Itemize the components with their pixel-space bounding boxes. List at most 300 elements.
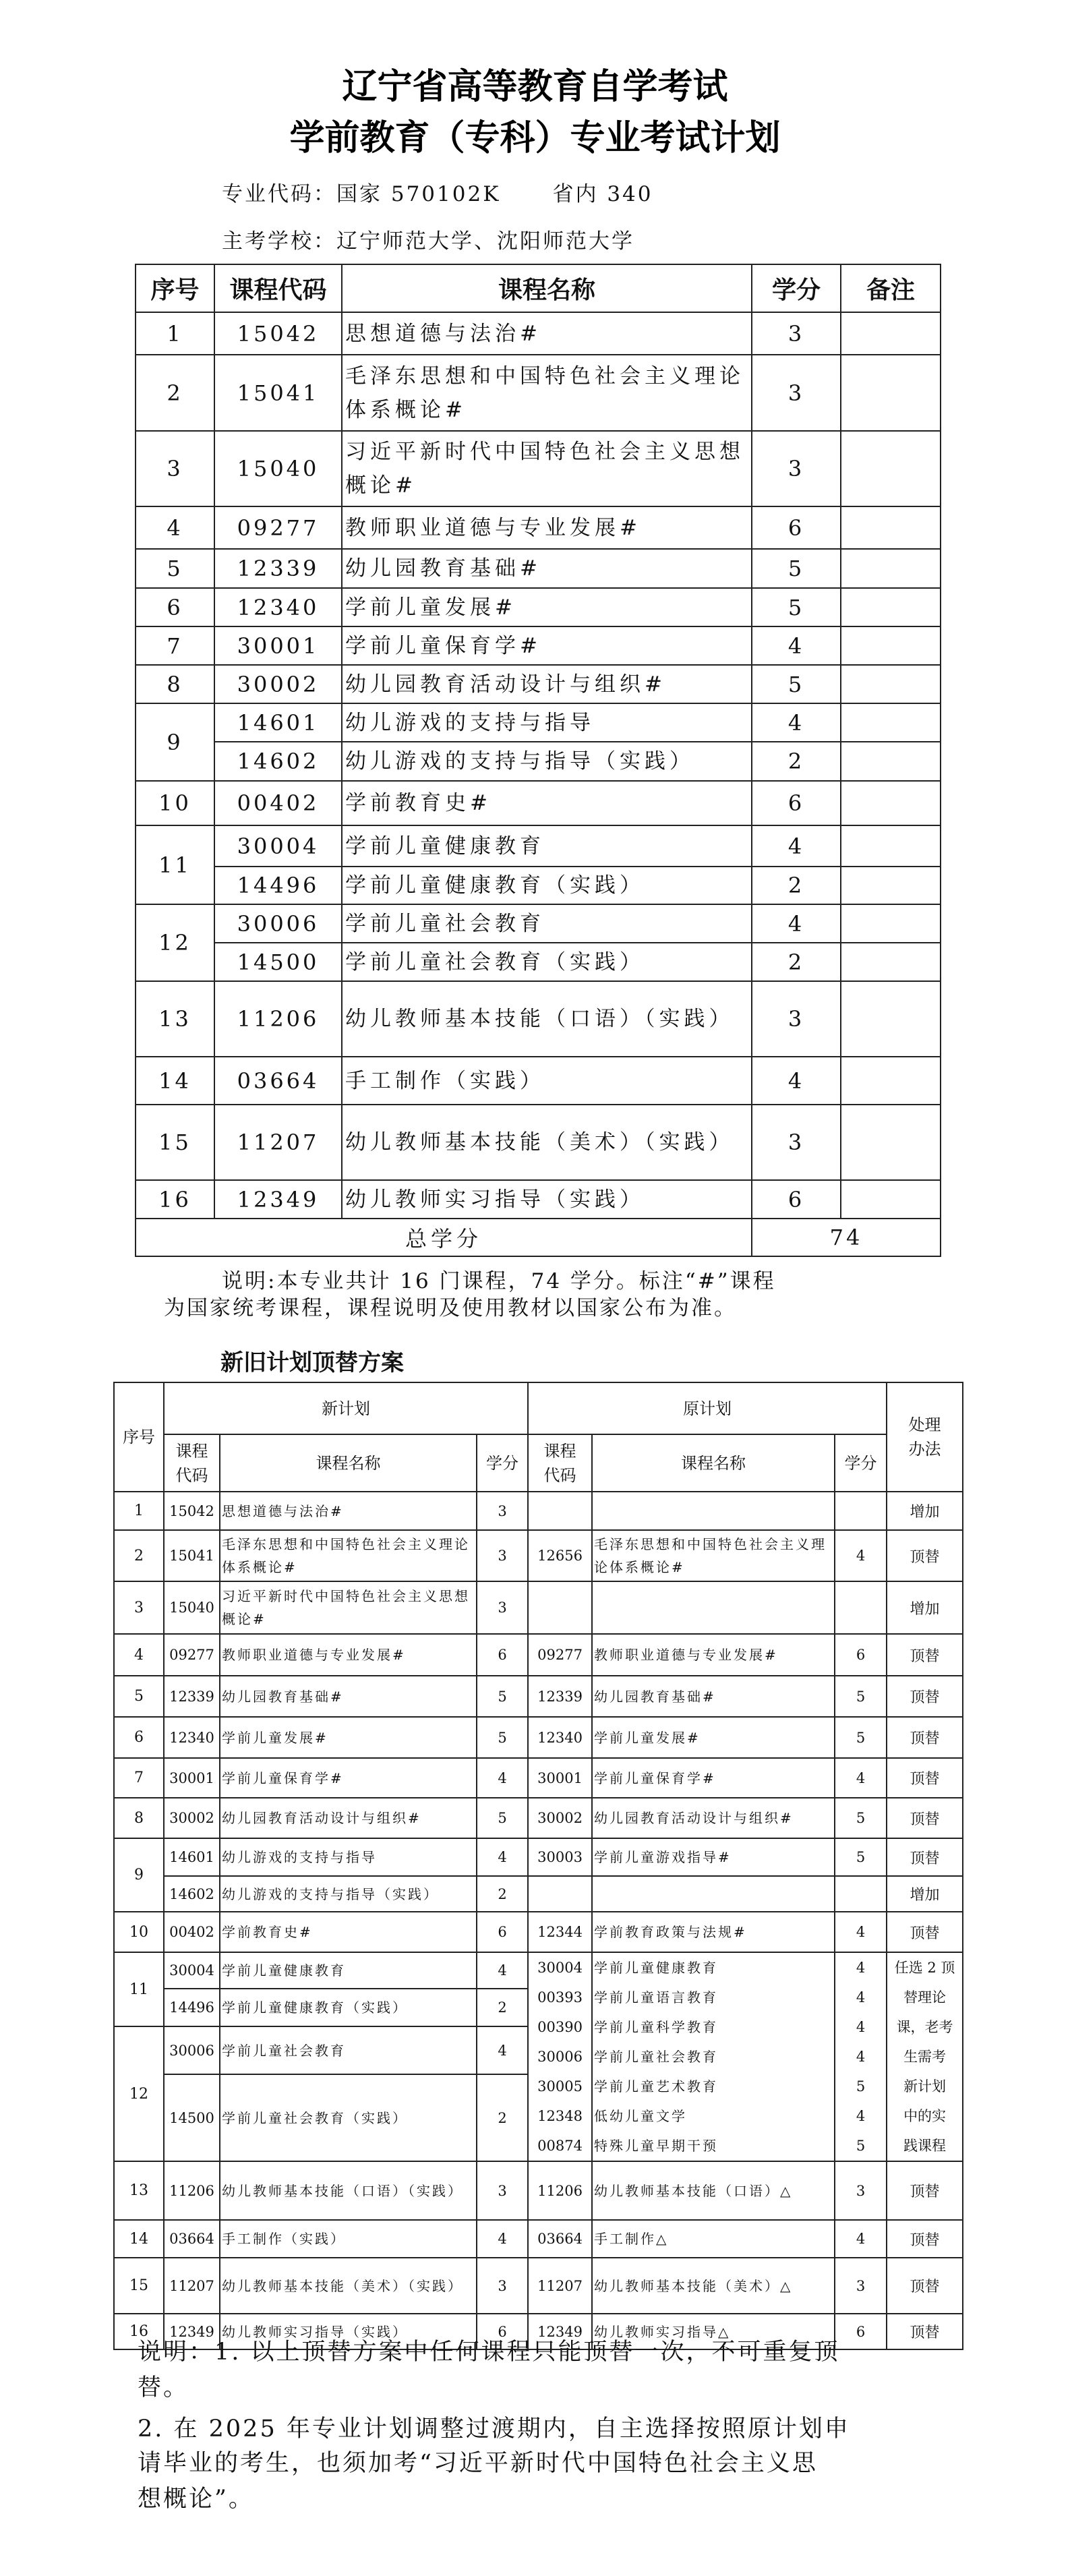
old-course-code <box>528 1581 592 1634</box>
column-header-method <box>887 1382 963 1492</box>
row-no: 3 <box>114 1581 164 1634</box>
new-course-credit: 3 <box>477 1530 528 1581</box>
old-course-name: 学前儿童发展# <box>592 1717 835 1758</box>
old-course-credit: 4 <box>835 1758 887 1798</box>
table-row <box>114 1876 963 1912</box>
old-course-credit: 4 <box>856 2108 866 2124</box>
table-row <box>136 943 941 981</box>
new-course-code: 14602 <box>164 1876 220 1912</box>
table-row <box>114 2161 963 2220</box>
table-row <box>114 1758 963 1798</box>
table-row <box>136 703 941 742</box>
new-course-code: 11206 <box>164 2161 220 2220</box>
row-no: 9 <box>114 1838 164 1912</box>
old-course-credit: 6 <box>835 1634 887 1676</box>
method-text-line: 践课程 <box>903 2138 947 2154</box>
course-remark <box>841 626 941 665</box>
new-course-credit: 5 <box>477 1798 528 1838</box>
total-value: 74 <box>752 1219 941 1256</box>
new-course-code: 09277 <box>164 1634 220 1676</box>
course-code: 30004 <box>214 825 342 867</box>
old-course-credit: 6 <box>835 2314 887 2349</box>
column-header-no: 序号 <box>114 1382 164 1492</box>
new-course-credit: 4 <box>477 1952 528 1989</box>
method-header-text: 处理办法 <box>908 1415 941 1459</box>
old-course-credit <box>835 1492 887 1530</box>
column-header-no: 序号 <box>136 264 214 312</box>
new-course-name: 学前儿童社会教育 <box>220 2026 477 2074</box>
table-row <box>136 904 941 943</box>
table-row <box>114 1634 963 1676</box>
table-row <box>114 1798 963 1838</box>
course-name: 学前儿童健康教育（实践） <box>342 867 752 904</box>
course-credit: 6 <box>752 781 841 825</box>
row-no: 13 <box>114 2161 164 2220</box>
course-name: 思想道德与法治# <box>342 312 752 355</box>
course-code: 15040 <box>214 431 342 506</box>
old-course-credit: 5 <box>835 1717 887 1758</box>
course-name: 教师职业道德与专业发展# <box>342 506 752 549</box>
old-course-name: 幼儿园教育活动设计与组织# <box>592 1798 835 1838</box>
column-header-new-code <box>164 1434 220 1492</box>
row-no: 5 <box>114 1676 164 1717</box>
row-no: 5 <box>136 549 214 588</box>
old-course-name: 教师职业道德与专业发展# <box>592 1634 835 1676</box>
column-header-credit: 学分 <box>752 264 841 312</box>
page-title-line1: 辽宁省高等教育自学考试 <box>342 67 728 107</box>
new-course-credit: 2 <box>477 1989 528 2026</box>
new-course-credit: 4 <box>477 2026 528 2074</box>
table-header-row <box>136 264 941 312</box>
table-row <box>114 1717 963 1758</box>
course-credit: 5 <box>752 665 841 703</box>
method: 顶替 <box>887 2258 963 2314</box>
old-course-name: 毛泽东思想和中国特色社会主义理论体系概论# <box>592 1530 835 1581</box>
column-header-new-plan: 新计划 <box>164 1382 528 1434</box>
table-row <box>136 506 941 549</box>
course-credit: 4 <box>752 1057 841 1105</box>
table-row <box>114 1952 963 1989</box>
row-no: 14 <box>114 2220 164 2258</box>
table-row <box>136 626 941 665</box>
new-course-code: 14500 <box>164 2074 220 2161</box>
new-course-name: 学前儿童保育学# <box>220 1758 477 1798</box>
course-code: 30006 <box>214 904 342 943</box>
method-text-line: 新计划 <box>903 2078 947 2095</box>
replacement-title: 新旧计划顶替方案 <box>220 1349 404 1376</box>
old-course-name-group <box>592 1952 835 2161</box>
course-credit: 3 <box>752 431 841 506</box>
course-remark <box>841 1180 941 1219</box>
new-course-name: 幼儿游戏的支持与指导 <box>220 1838 477 1876</box>
total-row <box>136 1219 941 1256</box>
exam-schools: 主考学校：辽宁师范大学、沈阳师范大学 <box>222 229 634 254</box>
column-header-old-code <box>528 1434 592 1492</box>
course-remark <box>841 549 941 588</box>
method-group <box>887 1952 963 2161</box>
old-course-code: 11206 <box>528 2161 592 2220</box>
table-row <box>114 1492 963 1530</box>
table-row <box>136 1057 941 1105</box>
course-name: 习近平新时代中国特色社会主义思想概论# <box>342 431 752 506</box>
course-remark <box>841 506 941 549</box>
replacement-note-line1: 说明：1. 以上顶替方案中任何课程只能顶替一次，不可重复顶 <box>138 2339 840 2366</box>
course-remark <box>841 312 941 355</box>
method: 顶替 <box>887 1838 963 1876</box>
new-course-credit: 3 <box>477 1581 528 1634</box>
course-credit: 5 <box>752 588 841 626</box>
table-row <box>136 1105 941 1180</box>
course-remark <box>841 825 941 867</box>
table-row <box>136 312 941 355</box>
new-course-name: 幼儿园教育基础# <box>220 1676 477 1717</box>
old-course-name: 低幼儿童文学 <box>594 2108 688 2124</box>
new-course-name: 毛泽东思想和中国特色社会主义理论体系概论# <box>220 1530 477 1581</box>
old-course-credit: 5 <box>835 1838 887 1876</box>
old-course-credit: 4 <box>835 1530 887 1581</box>
new-course-credit: 6 <box>477 2314 528 2349</box>
old-course-code: 00393 <box>537 1989 583 2006</box>
total-label: 总学分 <box>136 1219 752 1256</box>
table-subheader-row <box>114 1434 963 1492</box>
course-credit: 4 <box>752 626 841 665</box>
new-course-credit: 4 <box>477 1838 528 1876</box>
course-name: 学前儿童发展# <box>342 588 752 626</box>
new-course-code: 30002 <box>164 1798 220 1838</box>
old-course-name: 学前儿童游戏指导# <box>592 1838 835 1876</box>
method: 顶替 <box>887 1676 963 1717</box>
row-no: 7 <box>114 1758 164 1798</box>
old-code-header-text: 课程代码 <box>543 1441 576 1485</box>
row-no: 2 <box>136 355 214 431</box>
replacement-note-line4: 请毕业的考生，也须加考“习近平新时代中国特色社会主义思 <box>138 2450 818 2477</box>
row-no: 11 <box>136 825 214 904</box>
method: 增加 <box>887 1581 963 1634</box>
new-course-code: 30006 <box>164 2026 220 2074</box>
course-name: 学前教育史# <box>342 781 752 825</box>
old-course-credit: 3 <box>835 2258 887 2314</box>
row-no: 1 <box>114 1492 164 1530</box>
new-course-name: 幼儿游戏的支持与指导（实践） <box>220 1876 477 1912</box>
column-header-code: 课程代码 <box>214 264 342 312</box>
new-course-code: 12349 <box>164 2314 220 2349</box>
table-row <box>114 2258 963 2314</box>
old-course-code: 30003 <box>528 1838 592 1876</box>
row-no: 3 <box>136 431 214 506</box>
method: 顶替 <box>887 1798 963 1838</box>
course-code: 11207 <box>214 1105 342 1180</box>
method: 顶替 <box>887 2220 963 2258</box>
old-course-name <box>592 1876 835 1912</box>
method: 增加 <box>887 1876 963 1912</box>
course-credit: 5 <box>752 549 841 588</box>
old-course-credit: 4 <box>856 2019 866 2035</box>
old-course-credit: 4 <box>835 1912 887 1952</box>
page-title-line2: 学前教育（专科）专业考试计划 <box>289 118 781 158</box>
course-code: 15042 <box>214 312 342 355</box>
course-name: 幼儿园教育活动设计与组织# <box>342 665 752 703</box>
row-no: 4 <box>114 1634 164 1676</box>
new-course-code: 11207 <box>164 2258 220 2314</box>
old-course-code: 12344 <box>528 1912 592 1952</box>
column-header-new-name: 课程名称 <box>220 1434 477 1492</box>
course-name: 学前儿童保育学# <box>342 626 752 665</box>
row-no: 8 <box>136 665 214 703</box>
course-name: 幼儿教师实习指导（实践） <box>342 1180 752 1219</box>
row-no: 10 <box>114 1912 164 1952</box>
course-remark <box>841 867 941 904</box>
table-row <box>136 742 941 781</box>
row-no: 14 <box>136 1057 214 1105</box>
new-course-credit: 5 <box>477 1676 528 1717</box>
old-course-code: 11207 <box>528 2258 592 2314</box>
new-course-credit: 2 <box>477 2074 528 2161</box>
old-course-credit <box>835 1876 887 1912</box>
method-text-line: 替理论 <box>903 1989 947 2006</box>
old-course-credit-group <box>835 1952 887 2161</box>
new-course-code: 15041 <box>164 1530 220 1581</box>
old-course-name: 特殊儿童早期干预 <box>594 2138 719 2154</box>
old-course-name: 学前儿童语言教育 <box>594 1989 719 2006</box>
new-course-credit: 3 <box>477 2161 528 2220</box>
table-row <box>136 1180 941 1219</box>
column-header-remark: 备注 <box>841 264 941 312</box>
course-remark <box>841 355 941 431</box>
course-credit: 2 <box>752 867 841 904</box>
row-no: 15 <box>114 2258 164 2314</box>
table-row <box>114 1912 963 1952</box>
new-course-name: 习近平新时代中国特色社会主义思想概论# <box>220 1581 477 1634</box>
old-course-code: 12339 <box>528 1676 592 1717</box>
column-header-old-credit: 学分 <box>835 1434 887 1492</box>
method: 顶替 <box>887 1717 963 1758</box>
old-course-name: 学前儿童社会教育 <box>594 2049 719 2065</box>
method-text-line: 课，老考 <box>896 2019 953 2035</box>
new-course-credit: 4 <box>477 2220 528 2258</box>
column-header-new-credit: 学分 <box>477 1434 528 1492</box>
course-remark <box>841 943 941 981</box>
table-row <box>114 1676 963 1717</box>
replacement-note-line3: 2. 在 2025 年专业计划调整过渡期内，自主选择按照原计划申 <box>138 2416 850 2442</box>
new-course-name: 学前儿童健康教育 <box>220 1952 477 1989</box>
major-code: 专业代码：国家 570102K 省内 340 <box>222 182 653 206</box>
old-course-credit: 4 <box>835 2220 887 2258</box>
method: 增加 <box>887 1492 963 1530</box>
new-course-code: 30001 <box>164 1758 220 1798</box>
old-course-credit: 3 <box>835 2161 887 2220</box>
plan-note-line1: 说明:本专业共计 16 门课程，74 学分。标注“#”课程 <box>222 1269 776 1293</box>
old-course-code: 12340 <box>528 1717 592 1758</box>
course-remark <box>841 431 941 506</box>
table-row <box>136 355 941 431</box>
course-credit: 4 <box>752 904 841 943</box>
course-code: 12349 <box>214 1180 342 1219</box>
old-course-code: 30005 <box>537 2078 583 2095</box>
new-course-credit: 6 <box>477 1912 528 1952</box>
old-course-code <box>528 1492 592 1530</box>
row-no: 11 <box>114 1952 164 2026</box>
old-course-credit: 5 <box>856 2078 866 2095</box>
old-course-name: 手工制作△ <box>592 2220 835 2258</box>
old-course-code: 09277 <box>528 1634 592 1676</box>
old-course-code: 12348 <box>537 2108 583 2124</box>
old-course-code <box>528 1876 592 1912</box>
course-remark <box>841 904 941 943</box>
table-header-row <box>114 1382 963 1434</box>
method: 顶替 <box>887 1758 963 1798</box>
old-course-code-group <box>528 1952 592 2161</box>
old-course-credit: 4 <box>856 1960 866 1976</box>
course-credit: 6 <box>752 1180 841 1219</box>
course-name: 毛泽东思想和中国特色社会主义理论体系概论# <box>342 355 752 431</box>
old-course-code: 30002 <box>528 1798 592 1838</box>
course-name: 幼儿教师基本技能（口语）（实践） <box>342 981 752 1057</box>
method: 顶替 <box>887 1530 963 1581</box>
table-row <box>136 981 941 1057</box>
course-remark <box>841 781 941 825</box>
course-name: 幼儿园教育基础# <box>342 549 752 588</box>
new-course-credit: 6 <box>477 1634 528 1676</box>
old-course-code: 30001 <box>528 1758 592 1798</box>
course-name: 幼儿游戏的支持与指导（实践） <box>342 742 752 781</box>
table-row <box>136 665 941 703</box>
new-course-credit: 3 <box>477 2258 528 2314</box>
old-course-code: 03664 <box>528 2220 592 2258</box>
column-header-name: 课程名称 <box>342 264 752 312</box>
row-no: 16 <box>114 2314 164 2349</box>
table-row <box>136 549 941 588</box>
course-code: 30002 <box>214 665 342 703</box>
new-course-credit: 2 <box>477 1876 528 1912</box>
table-row <box>114 1530 963 1581</box>
row-no: 13 <box>136 981 214 1057</box>
new-course-code: 12340 <box>164 1717 220 1758</box>
old-course-credit: 4 <box>856 2049 866 2065</box>
old-course-name: 学前教育政策与法规# <box>592 1912 835 1952</box>
course-credit: 4 <box>752 825 841 867</box>
new-course-name: 手工制作（实践） <box>220 2220 477 2258</box>
course-remark <box>841 742 941 781</box>
exam-plan-table <box>135 264 941 1257</box>
course-credit: 3 <box>752 312 841 355</box>
old-course-code: 00874 <box>537 2138 583 2154</box>
old-course-name: 学前儿童艺术教育 <box>594 2078 719 2095</box>
course-remark <box>841 1057 941 1105</box>
new-course-code: 00402 <box>164 1912 220 1952</box>
replacement-table <box>113 1382 963 2350</box>
old-course-credit: 4 <box>856 1989 866 2006</box>
new-course-code: 15042 <box>164 1492 220 1530</box>
course-remark <box>841 703 941 742</box>
table-row <box>136 431 941 506</box>
row-no: 16 <box>136 1180 214 1219</box>
old-course-name: 学前儿童保育学# <box>592 1758 835 1798</box>
new-course-name: 学前教育史# <box>220 1912 477 1952</box>
new-course-code: 30004 <box>164 1952 220 1989</box>
method-text-line: 生需考 <box>903 2049 947 2065</box>
row-no: 1 <box>136 312 214 355</box>
old-course-name: 幼儿园教育基础# <box>592 1676 835 1717</box>
course-credit: 3 <box>752 981 841 1057</box>
course-name: 幼儿教师基本技能（美术）（实践） <box>342 1105 752 1180</box>
column-header-old-plan: 原计划 <box>528 1382 887 1434</box>
course-code: 03664 <box>214 1057 342 1105</box>
course-code: 14500 <box>214 943 342 981</box>
plan-note-line2: 为国家统考课程，课程说明及使用教材以国家公布为准。 <box>164 1296 737 1320</box>
course-code: 30001 <box>214 626 342 665</box>
replacement-note-line5: 想概论”。 <box>138 2486 254 2513</box>
course-remark <box>841 1105 941 1180</box>
row-no: 2 <box>114 1530 164 1581</box>
new-course-name: 学前儿童健康教育（实践） <box>220 1989 477 2026</box>
course-code: 14602 <box>214 742 342 781</box>
method: 顶替 <box>887 2161 963 2220</box>
course-code: 11206 <box>214 981 342 1057</box>
table-row <box>136 825 941 867</box>
course-credit: 6 <box>752 506 841 549</box>
course-name: 学前儿童社会教育 <box>342 904 752 943</box>
method-text-line: 中的实 <box>903 2108 947 2124</box>
course-code: 15041 <box>214 355 342 431</box>
table-row <box>136 867 941 904</box>
column-header-old-name: 课程名称 <box>592 1434 835 1492</box>
new-course-code: 03664 <box>164 2220 220 2258</box>
course-credit: 2 <box>752 742 841 781</box>
course-credit: 3 <box>752 1105 841 1180</box>
old-course-name: 幼儿教师基本技能（口语）△ <box>592 2161 835 2220</box>
course-code: 00402 <box>214 781 342 825</box>
course-code: 12340 <box>214 588 342 626</box>
course-credit: 2 <box>752 943 841 981</box>
row-no: 9 <box>136 703 214 781</box>
new-course-credit: 3 <box>477 1492 528 1530</box>
old-course-credit <box>835 1581 887 1634</box>
method: 顶替 <box>887 1912 963 1952</box>
course-remark <box>841 588 941 626</box>
row-no: 12 <box>114 2026 164 2161</box>
new-course-name: 幼儿教师实习指导（实践） <box>220 2314 477 2349</box>
old-course-code: 30004 <box>537 1960 583 1976</box>
old-course-name <box>592 1492 835 1530</box>
old-course-code: 30006 <box>537 2049 583 2065</box>
old-course-name: 学前儿童健康教育 <box>594 1960 719 1976</box>
old-course-name: 幼儿教师基本技能（美术）△ <box>592 2258 835 2314</box>
old-course-name: 学前儿童科学教育 <box>594 2019 719 2035</box>
course-name: 幼儿游戏的支持与指导 <box>342 703 752 742</box>
new-course-code: 12339 <box>164 1676 220 1717</box>
row-no: 12 <box>136 904 214 981</box>
old-course-credit: 5 <box>835 1676 887 1717</box>
course-code: 14496 <box>214 867 342 904</box>
old-course-name <box>592 1581 835 1634</box>
row-no: 7 <box>136 626 214 665</box>
method: 顶替 <box>887 2314 963 2349</box>
row-no: 15 <box>136 1105 214 1180</box>
new-code-header-text: 课程代码 <box>175 1441 208 1485</box>
new-course-code: 15040 <box>164 1581 220 1634</box>
new-course-name: 幼儿教师基本技能（美术）（实践） <box>220 2258 477 2314</box>
new-course-name: 教师职业道德与专业发展# <box>220 1634 477 1676</box>
course-code: 14601 <box>214 703 342 742</box>
new-course-name: 思想道德与法治# <box>220 1492 477 1530</box>
table-row <box>114 1838 963 1876</box>
new-course-name: 幼儿教师基本技能（口语）（实践） <box>220 2161 477 2220</box>
old-course-code: 00390 <box>537 2019 583 2035</box>
method-text-line: 任选 2 顶 <box>894 1960 955 1976</box>
old-course-credit: 5 <box>856 2138 866 2154</box>
row-no: 6 <box>114 1717 164 1758</box>
old-course-name: 幼儿教师实习指导△ <box>592 2314 835 2349</box>
